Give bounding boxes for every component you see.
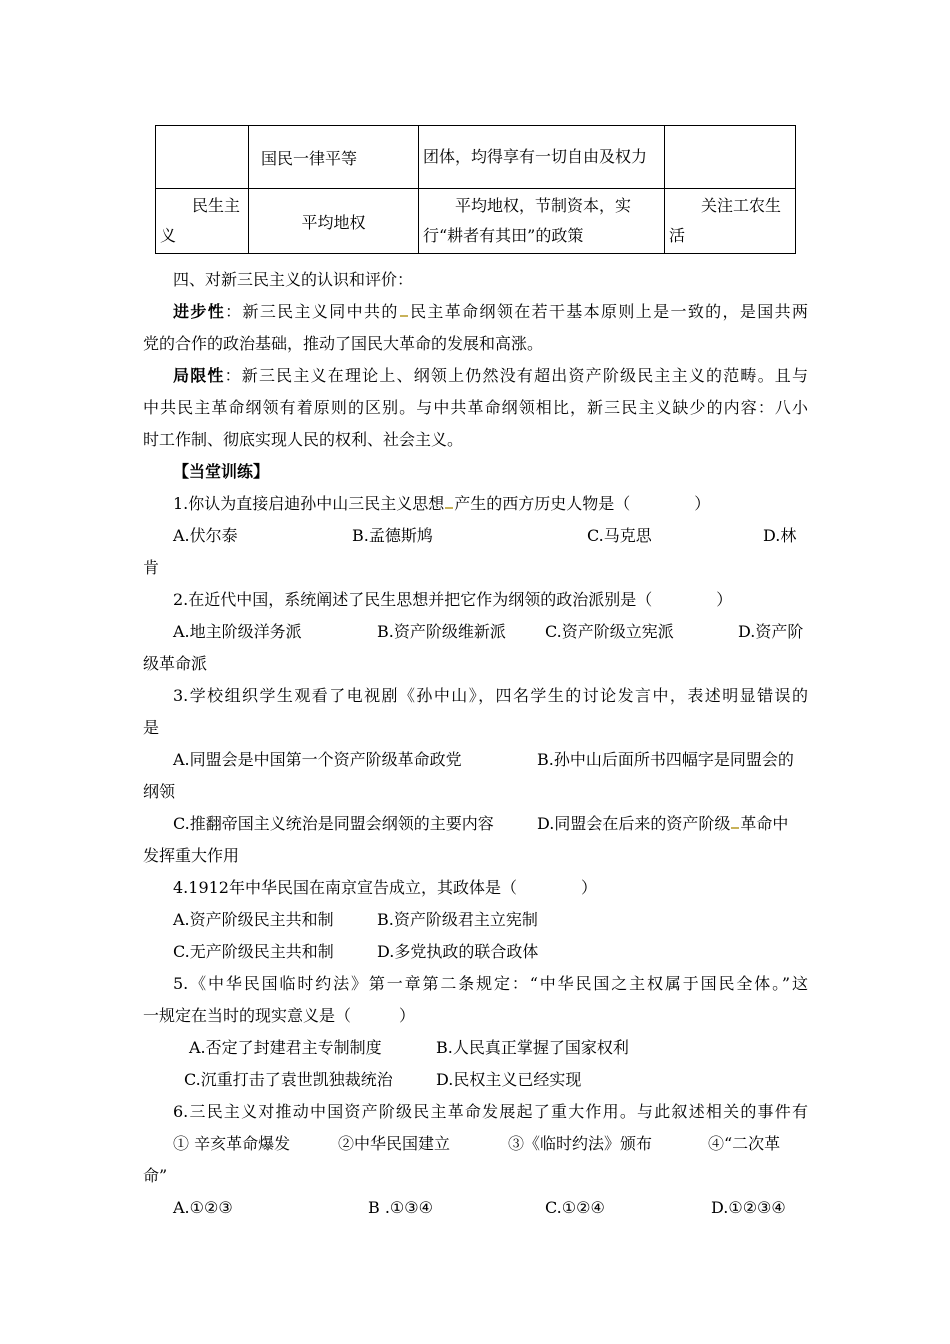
question-3-stem-wrap: 是 <box>143 718 160 737</box>
question-4-stem: 4.1912年中华民国在南京宣告成立，其政体是（ ） <box>173 878 597 897</box>
option-wrap: 级革命派 <box>143 654 208 673</box>
limit-label: 局限性 <box>173 366 225 385</box>
paragraph-line: 中共民主革命纲领有着原则的区别。与中共革命纲领相比，新三民主义缺少的内容：八小 <box>143 398 808 417</box>
event-item: ②中华民国建立 <box>338 1134 451 1153</box>
event-item: ① 辛亥革命爆发 <box>173 1134 291 1153</box>
table-row <box>156 189 796 254</box>
table-cell <box>156 126 249 189</box>
table-row <box>156 126 796 189</box>
option-d: D.民权主义已经实现 <box>436 1070 582 1089</box>
question-3-options-ab <box>0 744 950 776</box>
question-4-options-cd <box>0 936 950 968</box>
option-c: C.①②④ <box>545 1198 605 1217</box>
question-6-items <box>0 1128 950 1160</box>
question-2-stem: 2.在近代中国，系统阐述了民生思想并把它作为纲领的政治派别是（ ） <box>173 590 733 609</box>
option-c: C.推翻帝国主义统治是同盟会纲领的主要内容 <box>173 814 494 833</box>
option-d: D.资产阶 <box>738 622 804 641</box>
text-span: 产生的西方历史人物是（ ） <box>454 494 711 513</box>
question-4-options-ab <box>0 904 950 936</box>
question-5-stem: 5.《中华民国临时约法》第一章第二条规定：“中华民国之主权属于国民全体。”这 <box>173 974 808 993</box>
table-cell <box>665 126 796 189</box>
option-wrap: 命” <box>143 1166 168 1185</box>
option-a: A.地主阶级洋务派 <box>173 622 302 641</box>
option-b: B.人民真正掌握了国家权利 <box>436 1038 629 1057</box>
question-3-options-cd <box>0 808 950 840</box>
table-cell: 关注工农生活 <box>665 189 796 254</box>
question-5-stem-wrap: 一规定在当时的现实意义是（ ） <box>143 1006 416 1025</box>
text-cursor-mark <box>445 507 453 509</box>
text-span: 民主革命纲领在若干基本原则上是一致的，是国共两 <box>408 302 808 321</box>
option-b: B.资产阶级君主立宪制 <box>377 910 538 929</box>
option-b: B.孟德斯鸠 <box>352 526 433 545</box>
question-5-options-ab <box>0 1032 950 1064</box>
progress-label: 进步性 <box>173 302 226 321</box>
option-d: D.多党执政的联合政体 <box>377 942 539 961</box>
paragraph-line: 党的合作的政治基础，推动了国民大革命的发展和高涨。 <box>143 334 544 353</box>
paragraph-line <box>143 296 808 328</box>
question-5-options-cd <box>0 1064 950 1096</box>
text-cursor-mark <box>400 315 408 317</box>
section-heading: 四、对新三民主义的认识和评价： <box>173 270 414 289</box>
training-heading: 【当堂训练】 <box>173 462 270 481</box>
table-cell: 民生主义 <box>156 189 249 254</box>
text-span: 革命中 <box>740 814 789 833</box>
text-span: ：新三民主义在理论上、纲领上仍然没有超出资产阶级民主主义的范畴。且与 <box>224 366 808 385</box>
paragraph-line: 时工作制、彻底实现人民的权利、社会主义。 <box>143 430 464 449</box>
option-b: B .①③④ <box>368 1198 433 1217</box>
option-wrap: 肯 <box>143 558 160 577</box>
option-d: D.林 <box>763 526 797 545</box>
option-c: C.无产阶级民主共和制 <box>173 942 334 961</box>
option-c: C.沉重打击了袁世凯独裁统治 <box>184 1070 393 1089</box>
option-wrap: 纲领 <box>143 782 176 801</box>
table-cell: 平均地权 <box>249 189 419 254</box>
event-item: ③《临时约法》颁布 <box>508 1134 653 1153</box>
option-b: B.孙中山后面所书四幅字是同盟会的 <box>537 750 794 769</box>
question-3-stem: 3.学校组织学生观看了电视剧《孙中山》，四名学生的讨论发言中，表述明显错误的 <box>173 686 808 705</box>
option-b: B.资产阶级维新派 <box>377 622 506 641</box>
comparison-table <box>155 125 796 254</box>
option-d: D.①②③④ <box>711 1198 786 1217</box>
option-c: C.马克思 <box>587 526 652 545</box>
option-a: A.同盟会是中国第一个资产阶级革命政党 <box>173 750 462 769</box>
option-c: C.资产阶级立宪派 <box>545 622 674 641</box>
question-6-stem: 6.三民主义对推动中国资产阶级民主革命发展起了重大作用。与此叙述相关的事件有 <box>173 1102 808 1121</box>
table-cell: 团体，均得享有一切自由及权力 <box>419 126 665 189</box>
option-wrap: 发挥重大作用 <box>143 846 240 865</box>
option-d <box>537 808 788 840</box>
option-a: A.资产阶级民主共和制 <box>173 910 334 929</box>
option-a: A.否定了封建君主专制制度 <box>189 1038 382 1057</box>
text-span: ：新三民主义同中共的 <box>225 302 399 321</box>
text-span: 1.你认为直接启迪孙中山三民主义思想 <box>173 494 445 513</box>
table-cell: 国民一律平等 <box>249 126 419 189</box>
event-item: ④“二次革 <box>708 1134 781 1153</box>
paragraph-line <box>143 360 808 392</box>
question-2-options <box>0 616 950 648</box>
option-a: A.伏尔泰 <box>173 526 238 545</box>
table-cell: 平均地权，节制资本，实行“耕者有其田”的政策 <box>419 189 665 254</box>
question-1-stem <box>143 488 808 520</box>
option-a: A.①②③ <box>173 1198 233 1217</box>
text-span: D.同盟会在后来的资产阶级 <box>537 814 731 833</box>
question-1-options <box>0 520 950 552</box>
question-6-options <box>0 1192 950 1224</box>
text-cursor-mark <box>731 827 739 829</box>
